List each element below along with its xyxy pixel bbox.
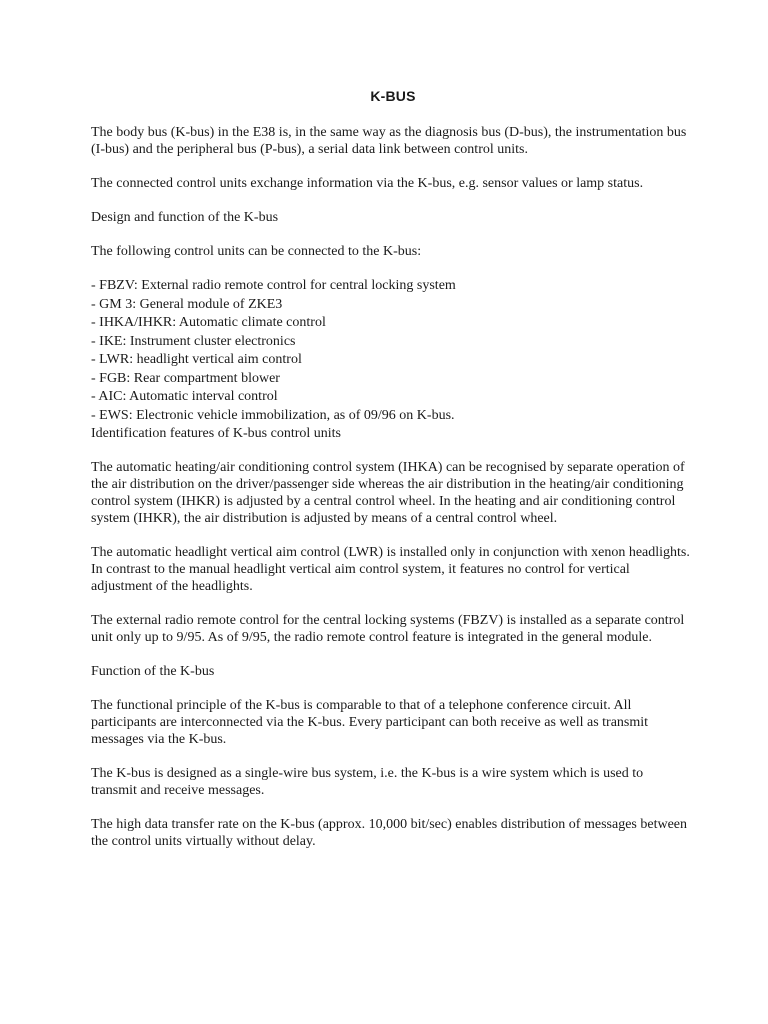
paragraph-connected-units: The following control units can be connected to the K-bus:	[91, 244, 422, 259]
document-title: K-BUS	[370, 88, 416, 104]
section-heading-identification: Identification features of K-bus control units	[91, 426, 341, 441]
list-item: - AIC: Automatic interval control	[91, 389, 278, 404]
section-heading-function: Function of the K-bus	[91, 664, 215, 679]
list-item: - GM 3: General module of ZKE3	[91, 296, 283, 312]
control-units-list	[91, 277, 691, 424]
paragraph-functional-principle: The functional principle of the K-bus is comparable to that of a telephone conference circuit. All participants are interconnected via the K-bus. Every participant can both receive as well as transmit messages via the K-bus.	[91, 698, 649, 747]
paragraph-intro-body-bus: The body bus (K-bus) in the E38 is, in the same way as the diagnosis bus (D-bus), the instrumentation bus (I-bus) and the peripheral bus (P-bus), a serial data link between control units.	[91, 125, 687, 157]
paragraph-intro-exchange: The connected control units exchange information via the K-bus, e.g. sensor values or lamp status.	[91, 176, 644, 191]
paragraph-data-rate: The high data transfer rate on the K-bus (approx. 10,000 bit/sec) enables distribution of messages between the control units virtually without delay.	[91, 817, 687, 849]
paragraph-single-wire: The K-bus is designed as a single-wire bus system, i.e. the K-bus is a wire system which is used to transmit and receive messages.	[91, 766, 644, 798]
paragraph-fbzv: The external radio remote control for the central locking systems (FBZV) is installed as a separate control unit only up to 9/95. As of 9/95, the radio remote control feature is integrated in the general module.	[91, 613, 685, 645]
list-item: - IHKA/IHKR: Automatic climate control	[91, 315, 326, 330]
paragraph-lwr: The automatic headlight vertical aim control (LWR) is installed only in conjunction with xenon headlights. In contrast to the manual headlight vertical aim control system, it features no control for vertical adjustment of the headlights.	[91, 545, 690, 594]
list-item: - EWS: Electronic vehicle immobilization, as of 09/96 on K-bus.	[91, 407, 455, 423]
document-page	[91, 88, 691, 867]
list-item: - FGB: Rear compartment blower	[91, 370, 280, 386]
paragraph-ihka: The automatic heating/air conditioning control system (IHKA) can be recognised by separate operation of the air distribution on the driver/passenger side whereas the air distribution in the heating/air conditioning control system (IHKR) is adjusted by a central control wheel. In the heating and air conditioning control system (IHKR), the air distribution is adjusted by means of a central control wheel.	[91, 460, 685, 526]
section-heading-design: Design and function of the K-bus	[91, 210, 279, 225]
list-item: - LWR: headlight vertical aim control	[91, 352, 302, 367]
list-item: - FBZV: External radio remote control for central locking system	[91, 278, 456, 293]
list-item: - IKE: Instrument cluster electronics	[91, 333, 296, 349]
